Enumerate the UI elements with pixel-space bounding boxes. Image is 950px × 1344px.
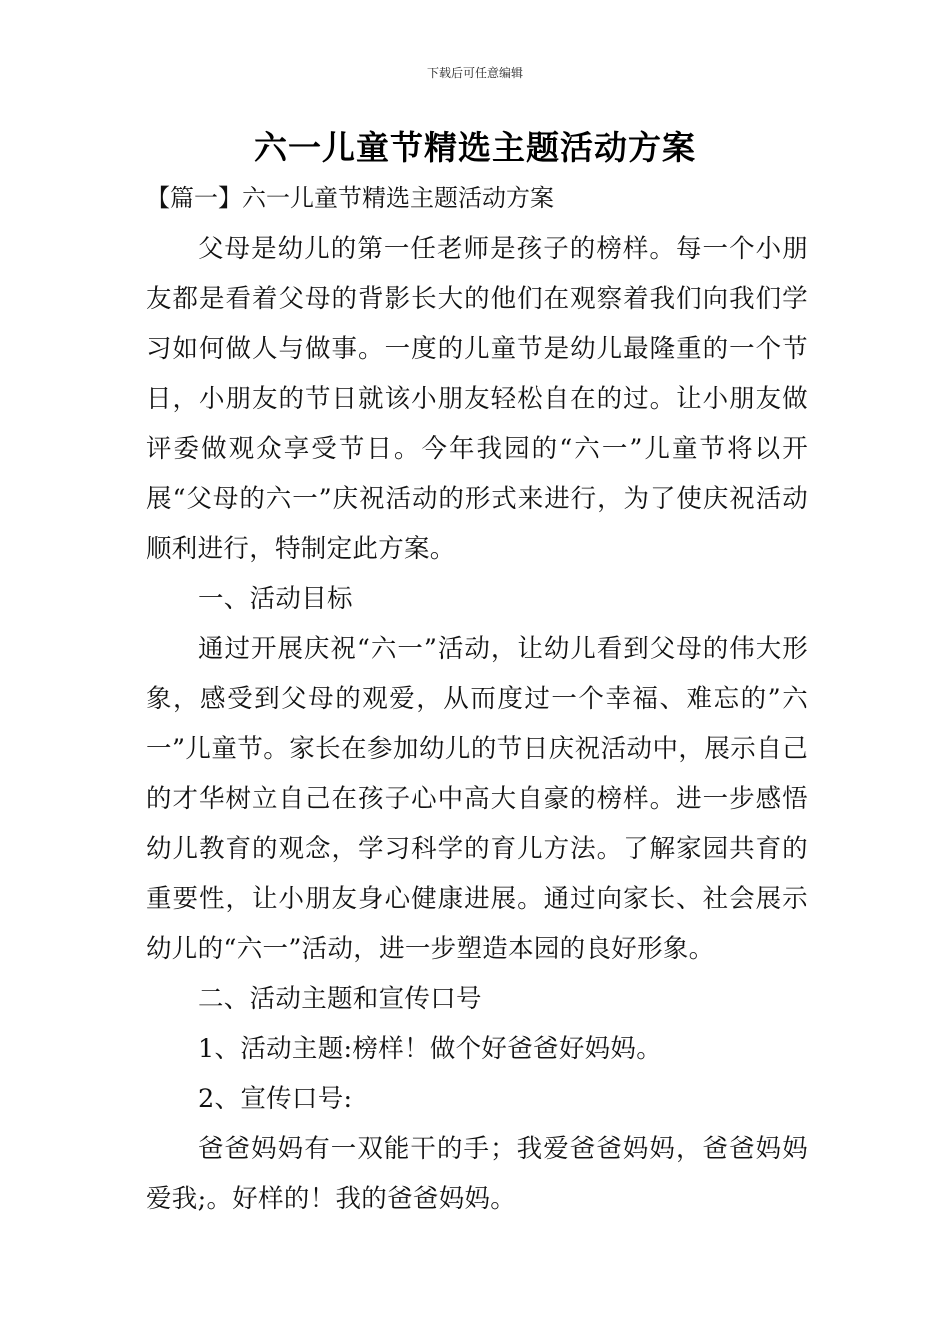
intro-paragraph: 父母是幼儿的第一任老师是孩子的榜样。每一个小朋友都是看着父母的背影长大的他们在观察着我们向我们学习如何做人与做事。一度的儿童节是幼儿最隆重的一个节日，小朋友的节日就该小朋友轻松自在的过。让小朋友做评委做观众享受节日。今年我园的“六一”儿童节将以开展“父母的六一”庆祝活动的形式来进行，为了使庆祝活动顺利进行，特制定此方案。 (146, 234, 808, 564)
slogan-item: 2、宣传口号: (198, 1084, 353, 1114)
slogan-paragraph: 爸爸妈妈有一双能干的手；我爱爸爸妈妈，爸爸妈妈爱我;。好样的！我的爸爸妈妈。 (146, 1134, 808, 1214)
section-heading: 【篇一】六一儿童节精选主题活动方案 (146, 184, 554, 212)
subheading-goals: 一、活动目标 (198, 584, 353, 614)
goals-paragraph: 通过开展庆祝“六一”活动，让幼儿看到父母的伟大形象，感受到父母的观爱，从而度过一个幸福、难忘的”六一”儿童节。家长在参加幼儿的节日庆祝活动中，展示自己的才华树立自己在孩子心中高大自豪的榜样。进一步感悟幼儿教育的观念，学习科学的育儿方法。了解家园共育的重要性，让小朋友身心健康进展。通过向家长、社会展示幼儿的“六一”活动，进一步塑造本园的良好形象。 (146, 634, 808, 964)
header-note: 下载后可任意编辑 (426, 66, 523, 80)
document-title: 六一儿童节精选主题活动方案 (254, 128, 696, 167)
subheading-theme-slogan: 二、活动主题和宣传口号 (198, 984, 482, 1014)
theme-item: 1、活动主题:榜样！做个好爸爸好妈妈。 (198, 1034, 663, 1064)
document-body (146, 224, 808, 1224)
